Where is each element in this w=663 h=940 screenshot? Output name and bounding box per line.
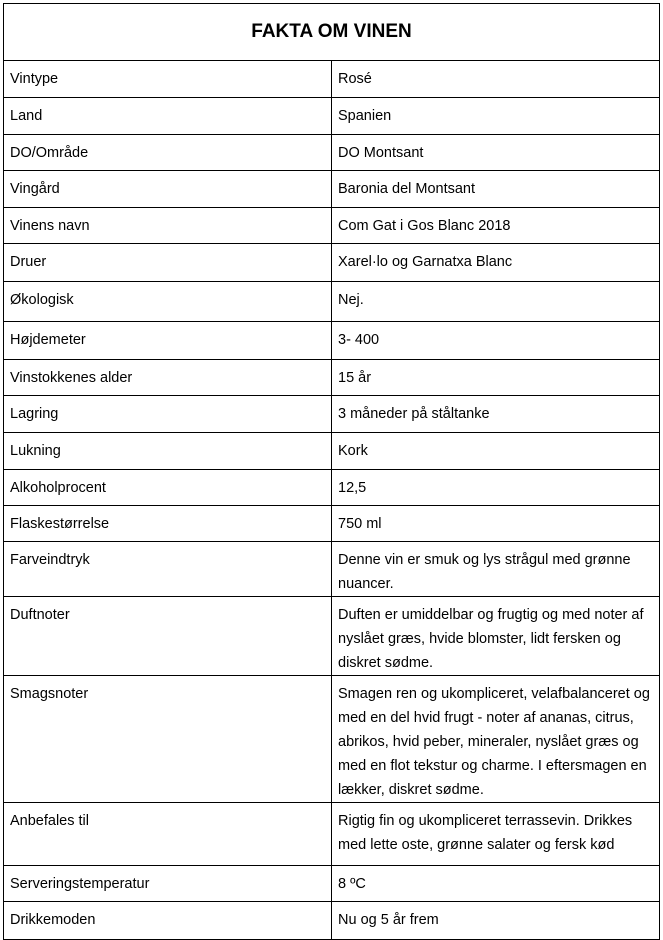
row-label: DO/Område <box>4 135 332 171</box>
row-label: Vinstokkenes alder <box>4 360 332 396</box>
row-label: Druer <box>4 244 332 282</box>
table-row <box>4 360 660 396</box>
row-value: Com Gat i Gos Blanc 2018 <box>332 208 660 244</box>
row-value: Baronia del Montsant <box>332 171 660 208</box>
row-value: Nej. <box>332 282 660 322</box>
row-label: Smagsnoter <box>4 676 332 803</box>
row-label: Økologisk <box>4 282 332 322</box>
row-value: DO Montsant <box>332 135 660 171</box>
row-label: Flaskestørrelse <box>4 506 332 542</box>
row-value: 8 ºC <box>332 866 660 902</box>
row-label: Duftnoter <box>4 597 332 676</box>
row-label: Vinens navn <box>4 208 332 244</box>
row-value: Duften er umiddelbar og frugtig og med noter af nyslået græs, hvide blomster, lidt fersken og diskret sødme. <box>332 597 660 676</box>
row-label: Serveringstemperatur <box>4 866 332 902</box>
row-value: Smagen ren og ukompliceret, velafbalanceret og med en del hvid frugt - noter af ananas, citrus, abrikos, hvid peber, mineraler, nyslået græs og med en flot tekstur og charme. I eftersmagen en lækker, diskret sødme. <box>332 676 660 803</box>
row-label: Anbefales til <box>4 803 332 866</box>
row-value: Rigtig fin og ukompliceret terrassevin. Drikkes med lette oste, grønne salater og fersk kød <box>332 803 660 866</box>
title-row <box>4 4 660 61</box>
table-row <box>4 542 660 597</box>
table-row <box>4 506 660 542</box>
row-value: Nu og 5 år frem <box>332 902 660 940</box>
row-label: Vingård <box>4 171 332 208</box>
row-value: Rosé <box>332 61 660 98</box>
row-label: Farveindtryk <box>4 542 332 597</box>
wine-facts-table <box>3 3 660 940</box>
row-label: Lagring <box>4 396 332 433</box>
table-row <box>4 135 660 171</box>
table-row <box>4 470 660 506</box>
row-value: 12,5 <box>332 470 660 506</box>
row-value: 3- 400 <box>332 322 660 360</box>
table-row <box>4 98 660 135</box>
table-row <box>4 244 660 282</box>
table-row <box>4 61 660 98</box>
row-label: Højdemeter <box>4 322 332 360</box>
table-row <box>4 902 660 940</box>
row-value: Xarel·lo og Garnatxa Blanc <box>332 244 660 282</box>
row-value: Denne vin er smuk og lys strågul med grønne nuancer. <box>332 542 660 597</box>
row-label: Alkoholprocent <box>4 470 332 506</box>
table-row <box>4 396 660 433</box>
table-row <box>4 171 660 208</box>
table-row <box>4 866 660 902</box>
table-row <box>4 322 660 360</box>
table-row <box>4 803 660 866</box>
table-row <box>4 597 660 676</box>
table-row <box>4 282 660 322</box>
row-label: Drikkemoden <box>4 902 332 940</box>
wine-facts-sheet <box>3 3 660 928</box>
row-label: Lukning <box>4 433 332 470</box>
row-value: Spanien <box>332 98 660 135</box>
table-row <box>4 208 660 244</box>
row-value: 3 måneder på ståltanke <box>332 396 660 433</box>
table-row <box>4 676 660 803</box>
row-value: Kork <box>332 433 660 470</box>
row-value: 15 år <box>332 360 660 396</box>
table-title: FAKTA OM VINEN <box>4 4 660 61</box>
row-label: Vintype <box>4 61 332 98</box>
row-value: 750 ml <box>332 506 660 542</box>
table-row <box>4 433 660 470</box>
row-label: Land <box>4 98 332 135</box>
